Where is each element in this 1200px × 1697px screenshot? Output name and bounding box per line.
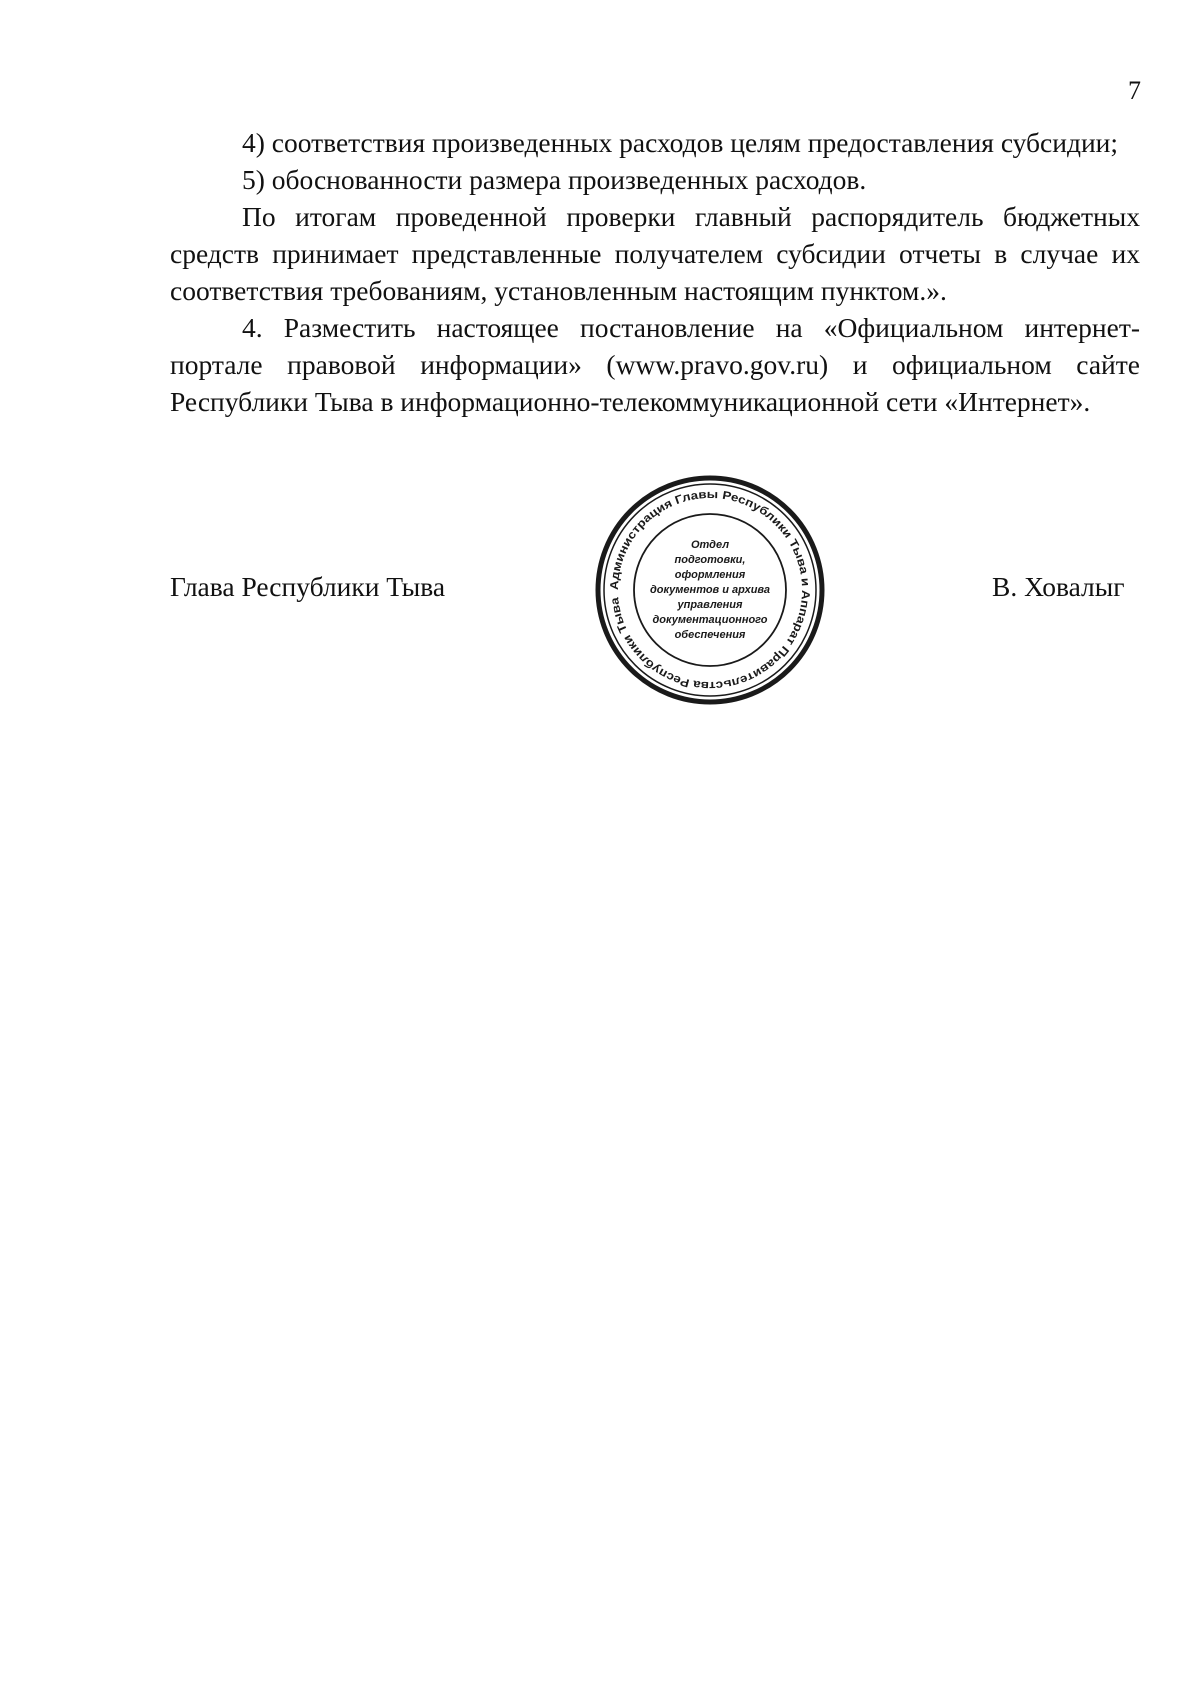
stamp-center-line: обеспечения [674, 629, 746, 641]
stamp-center-text [650, 539, 770, 641]
stamp-center-line: Отдел [690, 539, 730, 551]
page-number: 7 [1128, 76, 1141, 105]
document-body [170, 124, 1140, 420]
stamp-center-line: управления [677, 599, 743, 611]
stamp-center-line: документов и архива [649, 584, 771, 596]
paragraph-publication: 4. Разместить настоящее постановление на «Официальном интернет-портале правовой информации» (www.pravo.gov.ru) и официальном сайте Республики Тыва в информационно-телекоммуникационной сети «Интернет». [170, 312, 1140, 417]
stamp-center-line: документационного [652, 614, 768, 626]
signatory-position: Глава Республики Тыва [170, 571, 446, 602]
stamp-center-line: оформления [674, 569, 746, 581]
signatory-name: В. Ховалыг [992, 571, 1125, 602]
paragraph-item-4: 4) соответствия произведенных расходов целям предоставления субсидии; [242, 127, 1119, 158]
stamp-ring-text: Администрация Главы Республики Тыва и Аппарат Правительства Республики Тыва [608, 488, 812, 692]
paragraph-verification: По итогам проведенной проверки главный распорядитель бюджетных средств принимает представленные получателем субсидии отчеты в случае их соответствия требованиям, установленным настоящим пунктом.». [170, 201, 1140, 306]
official-stamp-seal [590, 470, 830, 710]
paragraph-item-5: 5) обоснованности размера произведенных расходов. [242, 164, 867, 195]
stamp-center-line: подготовки, [674, 554, 746, 566]
